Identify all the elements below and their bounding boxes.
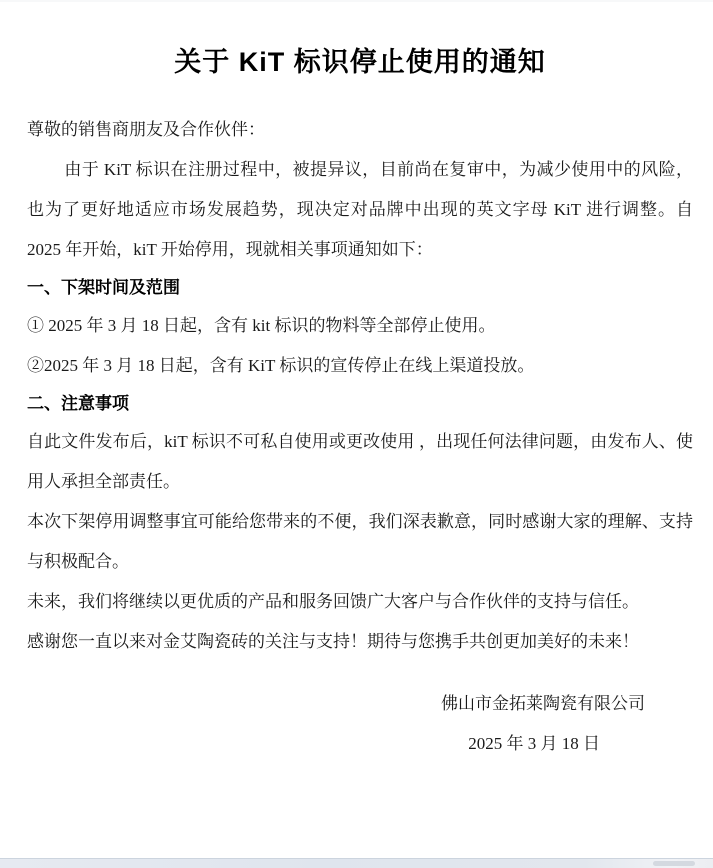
section1-item-2: ②2025 年 3 月 18 日起，含有 KiT 标识的宣传停止在线上渠道投放。 bbox=[27, 356, 535, 375]
section1-item-1: ① 2025 年 3 月 18 日起，含有 kit 标识的物料等全部停止使用。 bbox=[27, 316, 496, 335]
section2-paragraph-2: 本次下架停用调整事宜可能给您带来的不便，我们深表歉意，同时感谢大家的理解、支持与积极配合。 bbox=[27, 512, 693, 571]
salutation: 尊敬的销售商朋友及合作伙伴： bbox=[27, 120, 265, 139]
section2-paragraph-4: 感谢您一直以来对金艾陶瓷砖的关注与支持！期待与您携手共创更加美好的未来！ bbox=[27, 632, 639, 651]
section2-paragraph-3: 未来，我们将继续以更优质的产品和服务回馈广大客户与合作伙伴的支持与信任。 bbox=[27, 592, 639, 611]
bottom-scrollbar-thumb[interactable] bbox=[653, 861, 695, 866]
notice-title: 关于 KiT 标识停止使用的通知 bbox=[174, 47, 546, 77]
section2-heading: 二、注意事项 bbox=[27, 394, 129, 413]
intro-paragraph: 由于 KiT 标识在注册过程中，被提异议，目前尚在复审中，为减少使用中的风险，也为了更好地适应市场发展趋势，现决定对品牌中出现的英文字母 KiT 进行调整。自 2025 年开始，kiT 开始停用，现就相关事项通知如下： bbox=[27, 160, 693, 259]
bottom-scrollbar-track[interactable] bbox=[0, 858, 713, 868]
section2-paragraph-1: 自此文件发布后，kiT 标识不可私自使用或更改使用 ，出现任何法律问题，由发布人、使用人承担全部责任。 bbox=[27, 432, 693, 491]
signature-company: 佛山市金拓莱陶瓷有限公司 bbox=[441, 694, 645, 713]
section1-heading: 一、下架时间及范围 bbox=[27, 278, 180, 297]
signature-date: 2025 年 3 月 18 日 bbox=[468, 734, 600, 753]
